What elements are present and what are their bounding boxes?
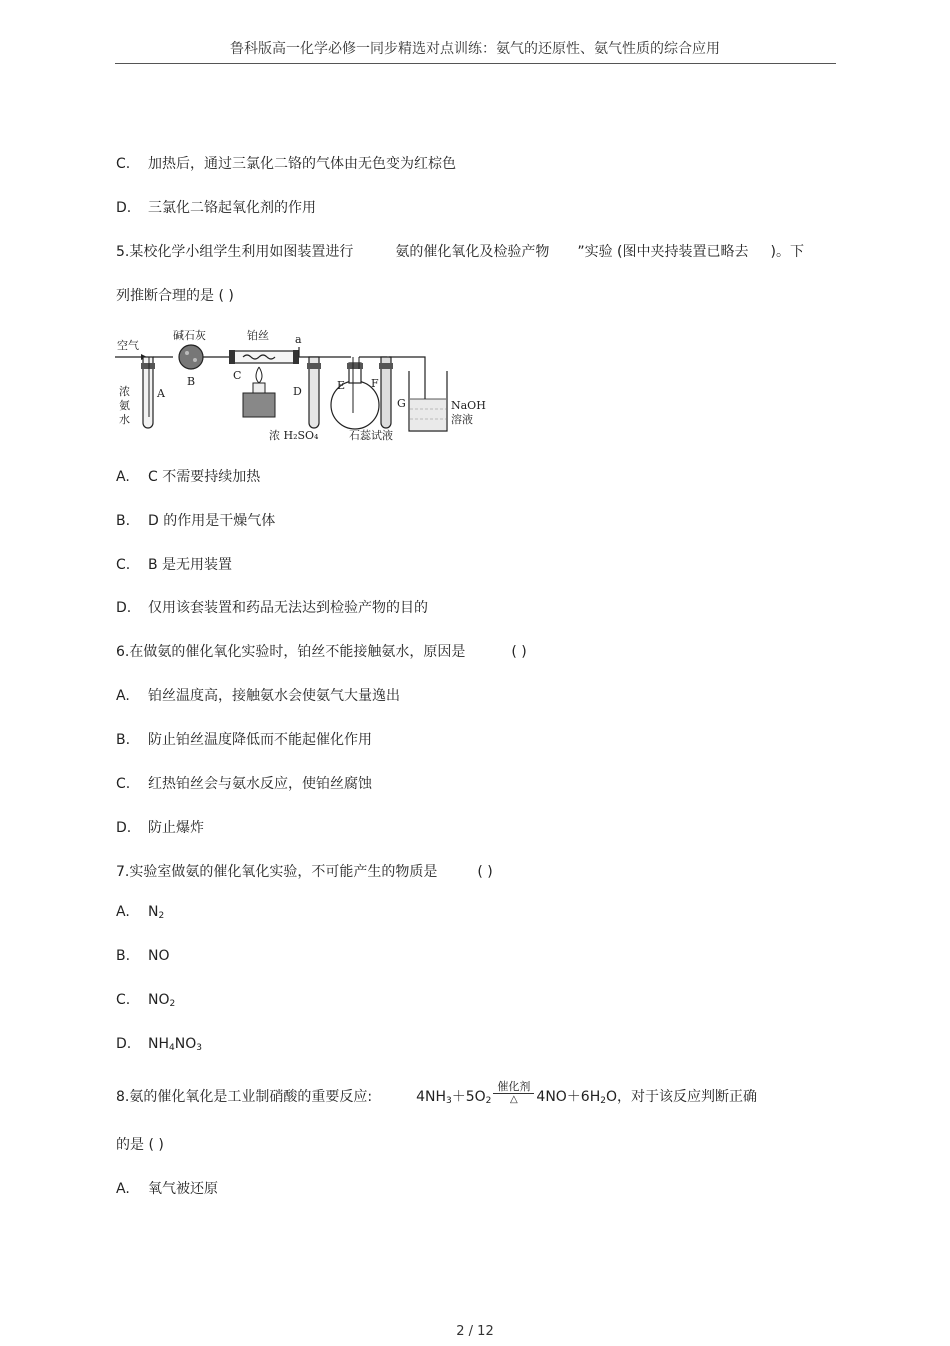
q6-option-c: C. 红热铂丝会与氨水反应，使铂丝腐蚀 [116,776,372,792]
reaction-condition: $\frac{\text{催化剂}}{\triangle}$ [493,1080,534,1106]
q5-stem-line1: 5.某校化学小组学生利用如图装置进行 氨的催化氧化及检验产物 ”实验 (图中夹持装置已略去 )。下 [116,244,804,260]
stopper-a [141,363,155,369]
label-a: a [295,333,302,346]
naoh-solution [410,399,446,430]
q7-stem: 7.实验室做氨的催化氧化实验，不可能产生的物质是 ( ) [116,864,493,880]
label-F: F [371,377,379,390]
label-conc: 浓 [119,385,130,398]
burner [243,393,275,417]
q4-option-c: C. 加热后，通过三氯化二铬的气体由无色变为红棕色 [116,156,456,172]
label-A: A [157,387,165,400]
label-naoh: NaOH [451,399,486,412]
label-litmus: 石蕊试液 [349,429,393,442]
q8-stem-line2: 的是 ( ) [116,1137,164,1153]
label-water: 水 [119,413,130,426]
label-air: 空气 [117,339,139,352]
q4-option-d: D. 三氯化二铬起氧化剂的作用 [116,200,316,216]
label-ammonia: 氨 [119,399,130,412]
q5-option-c: C. B 是无用装置 [116,557,233,573]
label-C: C [233,369,242,382]
tube-c [231,351,297,363]
label-conc-h2so4: 浓 H₂SO₄ [269,429,319,442]
label-B: B [187,375,196,388]
label-solution: 溶液 [451,413,473,426]
q8-option-a: A. 氧气被还原 [116,1181,218,1197]
label-D: D [293,385,302,398]
q7-option-d: D. $NH_4NO_3$ [116,1036,202,1053]
page-header: 鲁科版高一化学必修一同步精选对点训练：氨气的还原性、氨气性质的综合应用 [230,41,720,57]
apparatus-diagram [113,327,493,445]
flame [256,367,262,383]
q5-stem-line2: 列推断合理的是 ( ) [116,288,234,304]
q7-option-b: B. NO [116,948,170,964]
q5-option-d: D. 仅用该套装置和药品无法达到检验产物的目的 [116,600,428,616]
q7-option-a: A. $N_2$ [116,904,165,921]
label-platinum: 铂丝 [247,329,269,342]
header-rule [115,63,836,64]
q6-option-a: A. 铂丝温度高，接触氨水会使氨气大量逸出 [116,688,400,704]
q6-option-b: B. 防止铂丝温度降低而不能起催化作用 [116,732,372,748]
q6-stem: 6.在做氨的催化氧化实验时，铂丝不能接触氨水，原因是 ( ) [116,644,527,660]
page-number: 2 / 12 [456,1324,494,1339]
q6-option-d: D. 防止爆炸 [116,820,204,836]
q5-option-a: A. C 不需要持续加热 [116,469,261,485]
label-soda-lime: 碱石灰 [173,329,206,342]
drying-bulb-b [179,345,203,369]
q7-option-c: C. $NO_2$ [116,992,176,1009]
q8-stem-line1: 8.氨的催化氧化是工业制硝酸的重要反应: $4NH_3+5O_2$ $\frac{\text{催化剂}}{\triangle}$ $4NO+6H_2O$，对于该反应判断正确 [116,1080,758,1106]
q5-option-b: B. D 的作用是干燥气体 [116,513,276,529]
label-E: E [337,379,346,392]
label-G: G [397,397,406,410]
